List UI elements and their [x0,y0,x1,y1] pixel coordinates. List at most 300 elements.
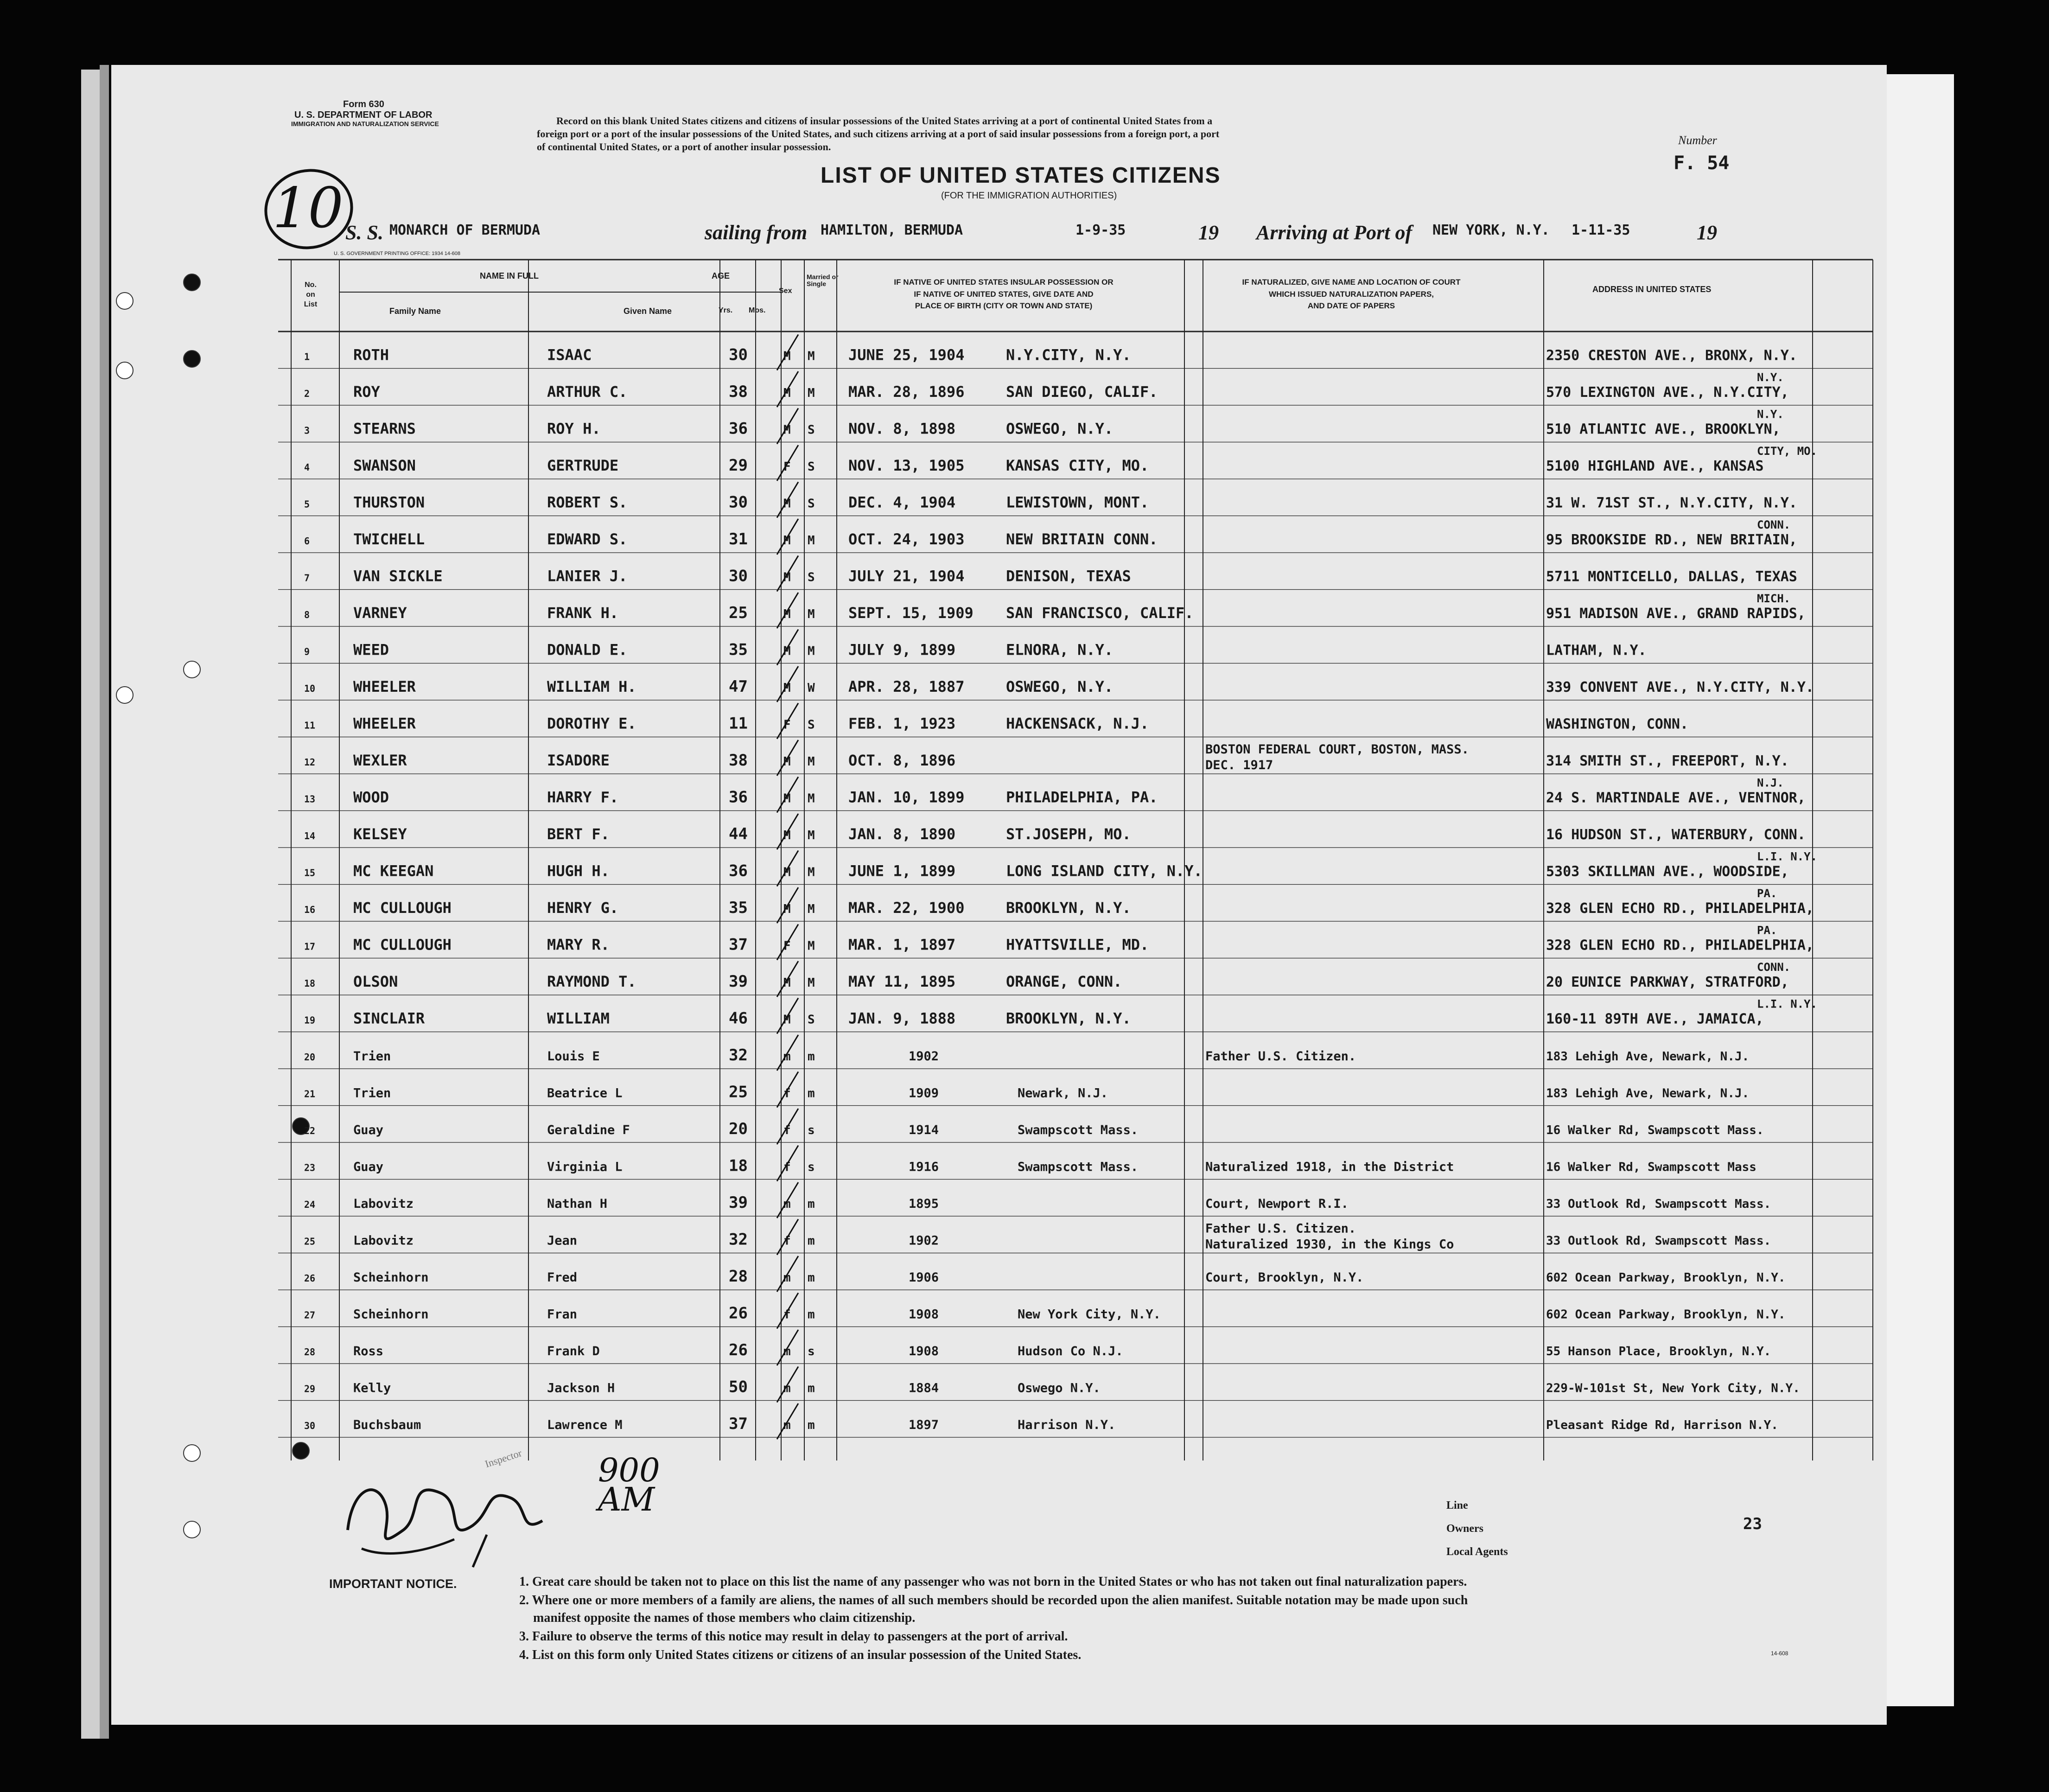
address-cont: L.I. N.Y. [1757,997,1818,1011]
birth-date: OCT. 24, 1903 [848,530,965,548]
given-name: ROBERT S. [547,493,628,511]
address: 183 Lehigh Ave, Newark, N.J. [1546,1050,1750,1064]
address-cont: CONN. [1757,961,1791,974]
age-years: 38 [729,751,748,770]
given-name: RAYMOND T. [547,973,636,990]
birth-place: DENISON, TEXAS [1006,567,1131,585]
birth-place: SAN FRANCISCO, CALIF. [1006,604,1194,622]
row-number: 13 [304,793,316,805]
birth-date: 1895 [909,1197,939,1211]
address: 314 SMITH ST., FREEPORT, N.Y. [1546,753,1789,769]
age-years: 32 [729,1230,748,1249]
birth-place: PHILADELPHIA, PA. [1006,788,1158,806]
check-mark [777,740,798,776]
given-name: HENRY G. [547,899,619,917]
tally-owners-label: Owners [1446,1523,1483,1535]
given-name: ROY H. [547,420,601,438]
age-years: 32 [729,1046,748,1065]
family-name: Buchsbaum [353,1418,421,1432]
sex: M [783,865,791,880]
row-number: 25 [304,1236,316,1247]
family-name: ROY [353,383,380,401]
sex: F [783,460,791,474]
age-years: 50 [729,1377,748,1397]
age-years: 25 [729,604,748,622]
sex: f [783,1123,791,1137]
service: IMMIGRATION AND NATURALIZATION SERVICE [291,120,439,128]
sex: f [783,1086,791,1101]
birth-place: HYATTSVILLE, MD. [1006,936,1149,954]
age-years: 20 [729,1120,748,1138]
header-naturalized-1: IF NATURALIZED, GIVE NAME AND LOCATION OF COURT [1242,278,1461,287]
family-name: Trien [353,1086,391,1101]
age-years: 35 [729,640,748,659]
row-number: 7 [304,572,310,584]
age-years: 26 [729,1341,748,1359]
birth-place: Harrison N.Y. [1018,1418,1116,1432]
arrival-date: 1-11-35 [1572,222,1630,238]
document-title: LIST OF UNITED STATES CITIZENS [821,163,1221,188]
header-yrs: Yrs. [719,306,733,314]
given-name: LANIER J. [547,567,628,585]
given-name: Nathan H [547,1197,608,1211]
address: 160-11 89TH AVE., JAMAICA, [1546,1011,1764,1027]
header-naturalized-3: AND DATE OF PAPERS [1307,301,1395,310]
birth-date: 1908 [909,1307,939,1322]
check-mark [777,445,798,481]
age-years: 30 [729,493,748,512]
age-years: 26 [729,1304,748,1323]
given-name: ISAAC [547,346,592,364]
notice-label: IMPORTANT NOTICE. [329,1577,457,1591]
family-name: MC KEEGAN [353,862,434,880]
sex: M [783,534,791,548]
check-mark [777,777,798,813]
family-name: MC CULLOUGH [353,936,452,954]
sex: M [783,829,791,842]
birth-place: KANSAS CITY, MO. [1006,457,1149,474]
marital-status: m [808,1418,815,1432]
check-mark [777,1035,798,1071]
sex: m [783,1345,791,1358]
given-name: WILLIAM [547,1009,610,1027]
address-cont: PA. [1757,924,1777,937]
form-number: Form 630 [343,99,384,109]
naturalization: Father U.S. Citizen. [1205,1049,1356,1064]
address: 602 Ocean Parkway, Brooklyn, N.Y. [1546,1307,1786,1322]
birth-place: ST.JOSEPH, MO. [1006,825,1131,843]
row-number: 2 [304,388,310,399]
sex: M [783,681,791,695]
check-mark [777,1330,798,1365]
sex: m [783,1381,791,1396]
year-label-1: 19 [1198,221,1219,244]
check-mark [777,961,798,997]
given-name: HARRY F. [547,788,619,806]
header-no-1: No. [305,281,317,289]
row-number: 21 [304,1088,316,1100]
sex: m [783,1418,791,1432]
row-number: 3 [304,425,310,436]
birth-date: JULY 9, 1899 [848,641,956,659]
naturalization: Court, Newport R.I. [1205,1197,1349,1211]
row-number: 4 [304,462,310,473]
arrival-port: NEW YORK, N.Y. [1432,222,1550,238]
age-years: 37 [729,935,748,954]
row-number: 28 [304,1346,316,1358]
header-name-in-full: NAME IN FULL [480,271,539,281]
birth-date: JAN. 8, 1890 [848,825,956,843]
address: LATHAM, N.Y. [1546,642,1647,659]
age-years: 30 [729,567,748,586]
birth-date: JULY 21, 1904 [848,567,965,585]
birth-place: ELNORA, N.Y. [1006,641,1114,659]
sail-date: 1-9-35 [1075,222,1126,238]
address-cont: N.J. [1757,776,1784,790]
family-name: WEED [353,641,389,659]
tally-agents-label: Local Agents [1446,1546,1508,1558]
sex: M [783,607,791,621]
row-number: 20 [304,1052,316,1063]
birth-place: SAN DIEGO, CALIF. [1006,383,1158,401]
given-name: DOROTHY E. [547,714,636,733]
header-married-1: Married or [807,273,839,281]
sex: f [783,1234,791,1248]
row-number: 23 [304,1162,316,1173]
given-name: Jackson H [547,1381,615,1396]
family-name: WEXLER [353,752,407,769]
birth-date: JAN. 10, 1899 [848,788,965,806]
check-mark [777,630,798,665]
marital-status: s [808,1123,815,1137]
family-name: SINCLAIR [353,1009,425,1027]
year-label-2: 19 [1697,221,1717,244]
family-name: Labovitz [353,1197,414,1211]
birth-place: Newark, N.J. [1018,1086,1108,1101]
marital-status: M [808,607,815,621]
row-number: 27 [304,1309,316,1321]
family-name: THURSTON [353,493,425,511]
family-name: WHEELER [353,714,416,733]
age-years: 29 [729,456,748,475]
age-years: 46 [729,1009,748,1028]
naturalization: Naturalized 1918, in the District [1205,1160,1454,1174]
given-name: GERTRUDE [547,457,619,474]
header-birth-2: IF NATIVE OF UNITED STATES, GIVE DATE AND [914,289,1094,299]
row-number: 9 [304,646,310,657]
address: 31 W. 71ST ST., N.Y.CITY, N.Y. [1546,495,1797,511]
given-name: Jean [547,1233,578,1248]
birth-place: Swampscott Mass. [1018,1123,1139,1137]
row-number: 11 [304,720,316,731]
instruction-line-1: Record on this blank United States citizens and citizens of insular possessions of the United States arriving at a port of continental United States from a [556,115,1213,127]
birth-date: MAY 11, 1895 [848,973,956,990]
address-cont: N.Y. [1757,371,1784,384]
check-mark [777,925,798,960]
header-age: AGE [712,271,730,281]
ss-label: S. S. [345,221,383,244]
marital-status: m [808,1197,815,1211]
address-cont: N.Y. [1757,408,1784,421]
row-number: 29 [304,1383,316,1395]
address: WASHINGTON, CONN. [1546,716,1689,733]
marital-status: s [808,1345,815,1358]
check-mark [777,814,798,849]
departure-port: HAMILTON, BERMUDA [821,222,963,238]
address: 339 CONVENT AVE., N.Y.CITY, N.Y. [1546,679,1814,695]
age-years: 30 [729,345,748,364]
birth-date: OCT. 8, 1896 [848,752,956,769]
address: 951 MADISON AVE., GRAND RAPIDS, [1546,606,1806,622]
family-name: VAN SICKLE [353,567,443,585]
marital-status: S [808,570,815,585]
marital-status: m [808,1050,815,1064]
family-name: Kelly [353,1381,391,1396]
header-naturalized-2: WHICH ISSUED NATURALIZATION PAPERS, [1268,289,1434,299]
address: 328 GLEN ECHO RD., PHILADELPHIA, [1546,937,1814,954]
given-name: Lawrence M [547,1418,623,1432]
address-cont: CITY, MO. [1757,445,1818,458]
address: 5100 HIGHLAND AVE., KANSAS [1546,458,1764,474]
inspector-stamp: Inspector [483,1447,523,1470]
check-mark [777,703,798,739]
arrival-time-handwritten: 900 AM [598,1451,660,1518]
row-number: 8 [304,609,310,620]
age-years: 35 [729,899,748,917]
naturalization: Father U.S. Citizen. [1205,1221,1356,1236]
family-name: Trien [353,1049,391,1064]
age-years: 38 [729,383,748,401]
birth-place: Swampscott Mass. [1018,1160,1139,1174]
check-mark [777,408,798,444]
sex: f [783,1160,791,1174]
family-name: MC CULLOUGH [353,899,452,917]
marital-status: S [808,423,815,437]
document-subtitle: (FOR THE IMMIGRATION AUTHORITIES) [941,191,1117,201]
marital-status: S [808,718,815,732]
marital-status: m [808,1381,815,1396]
family-name: Ross [353,1344,384,1358]
age-years: 36 [729,861,748,880]
address: 2350 CRESTON AVE., BRONX, N.Y. [1546,347,1797,364]
row-number: 24 [304,1199,316,1210]
address: 229-W-101st St, New York City, N.Y. [1546,1381,1800,1396]
address: 183 Lehigh Ave, Newark, N.J. [1546,1086,1750,1101]
family-name: KELSEY [353,825,407,843]
check-mark [777,1367,798,1403]
arriving-label: Arriving at Port of [1256,221,1413,244]
address: Pleasant Ridge Rd, Harrison N.Y. [1546,1418,1778,1432]
given-name: MARY R. [547,936,610,954]
row-number: 22 [304,1125,316,1136]
header-married-2: Single [807,280,827,288]
family-name: TWICHELL [353,530,425,548]
marital-status: m [808,1086,815,1101]
check-mark [777,1109,798,1144]
address: 328 GLEN ECHO RD., PHILADELPHIA, [1546,900,1814,917]
birth-place: New York City, N.Y. [1018,1307,1161,1322]
address: 33 Outlook Rd, Swampscott Mass. [1546,1234,1771,1248]
row-number: 10 [304,683,316,694]
family-name: ROTH [353,346,389,364]
header-given-name: Given Name [624,306,672,316]
given-name: Virginia L [547,1160,623,1174]
notice-item-3: 3. Failure to observe the terms of this notice may result in delay to passengers at the port of arrival. [519,1629,1068,1644]
family-name: Guay [353,1160,384,1174]
sex: M [783,976,791,990]
marital-status: s [808,1160,815,1174]
check-mark [777,519,798,555]
naturalization: Court, Brooklyn, N.Y. [1205,1270,1364,1285]
age-years: 11 [729,714,748,733]
address: 5711 MONTICELLO, DALLAS, TEXAS [1546,568,1797,585]
address: 602 Ocean Parkway, Brooklyn, N.Y. [1546,1271,1786,1285]
tally-line-label: Line [1446,1499,1468,1511]
given-name: Geraldine F [547,1123,630,1137]
header-address: ADDRESS IN UNITED STATES [1592,285,1712,294]
address: 16 Walker Rd, Swampscott Mass [1546,1160,1756,1174]
given-name: Frank D [547,1344,600,1358]
marital-status: W [808,681,815,695]
printer-line: U. S. GOVERNMENT PRINTING OFFICE: 1934 14-608 [334,251,461,256]
marital-status: m [808,1271,815,1285]
marital-status: m [808,1307,815,1322]
birth-date: 1909 [909,1086,939,1101]
check-mark [777,371,798,407]
header-mos: Mos. [749,306,766,314]
marital-status: M [808,386,815,400]
birth-date: 1906 [909,1270,939,1285]
row-number: 14 [304,830,316,842]
birth-date: NOV. 13, 1905 [848,457,965,474]
marital-status: M [808,755,815,769]
family-name: WOOD [353,788,389,806]
check-mark [777,335,798,370]
row-number: 6 [304,536,310,547]
sex: F [783,718,791,732]
marital-status: S [808,497,815,511]
birth-place: BROOKLYN, N.Y. [1006,899,1131,917]
family-name: Scheinhorn [353,1307,429,1322]
given-name: FRANK H. [547,604,619,622]
given-name: Fran [547,1307,578,1322]
birth-place: N.Y.CITY, N.Y. [1006,346,1131,364]
address-cont: PA. [1757,887,1777,900]
naturalization: BOSTON FEDERAL COURT, BOSTON, MASS. [1205,742,1469,757]
ship-name: MONARCH OF BERMUDA [389,222,541,238]
check-mark [777,1219,798,1255]
birth-date: 1884 [909,1381,939,1396]
row-number: 1 [304,351,310,363]
age-years: 36 [729,419,748,438]
sex: M [783,902,791,916]
check-mark [777,1293,798,1329]
marital-status: M [808,829,815,842]
birth-place: LONG ISLAND CITY, N.Y. [1006,862,1203,880]
marital-status: M [808,791,815,806]
row-number: 15 [304,867,316,879]
birth-date: JUNE 1, 1899 [848,862,956,880]
birth-date: 1897 [909,1418,939,1432]
address: 20 EUNICE PARKWAY, STRATFORD, [1546,974,1789,990]
sex: M [783,349,791,364]
birth-place: LEWISTOWN, MONT. [1006,493,1149,511]
age-years: 31 [729,530,748,548]
notice-item-2-cont: manifest opposite the names of those members who claim citizenship. [533,1611,916,1625]
marital-status: M [808,644,815,658]
given-name: EDWARD S. [547,530,628,548]
birth-place: BROOKLYN, N.Y. [1006,1009,1131,1027]
sex: M [783,570,791,585]
address-cont: CONN. [1757,518,1791,531]
department: U. S. DEPARTMENT OF LABOR [294,110,433,120]
birth-place: NEW BRITAIN CONN. [1006,530,1158,548]
check-mark [777,1146,798,1181]
instruction-line-3: of continental United States, or a port of another insular possession. [537,141,831,153]
given-name: BERT F. [547,825,610,843]
family-name: Labovitz [353,1233,414,1248]
check-mark [777,998,798,1034]
birth-date: APR. 28, 1887 [848,678,965,695]
sex: F [783,939,791,953]
age-years: 18 [729,1156,748,1175]
check-mark [777,1182,798,1218]
sex: m [783,1197,791,1211]
sex: f [783,1307,791,1322]
birth-date: MAR. 28, 1896 [848,383,965,401]
marital-status: M [808,865,815,880]
address-cont: MICH. [1757,592,1791,605]
header-no-3: List [304,300,318,308]
check-mark [777,1072,798,1108]
birth-place: Hudson Co N.J. [1018,1344,1123,1358]
birth-date: SEPT. 15, 1909 [848,604,974,622]
birth-date: 1914 [909,1123,939,1137]
age-years: 44 [729,825,748,843]
family-name: OLSON [353,973,398,990]
address: 95 BROOKSIDE RD., NEW BRITAIN, [1546,532,1797,548]
given-name: Fred [547,1270,578,1285]
family-name: Guay [353,1123,384,1137]
age-years: 39 [729,1193,748,1212]
sex: M [783,1013,791,1027]
row-number: 18 [304,978,316,989]
given-name: WILLIAM H. [547,678,636,695]
row-number: 12 [304,757,316,768]
family-name: WHEELER [353,678,416,695]
age-years: 25 [729,1083,748,1102]
marital-status: M [808,534,815,548]
birth-place: Oswego N.Y. [1018,1381,1101,1396]
given-name: DONALD E. [547,641,628,659]
given-name: Louis E [547,1049,600,1064]
birth-date: 1916 [909,1160,939,1174]
address: 24 S. MARTINDALE AVE., VENTNOR, [1546,790,1806,806]
marital-status: S [808,460,815,474]
row-number: 19 [304,1014,316,1026]
sailing-label: sailing from [705,221,808,244]
birth-place: OSWEGO, N.Y. [1006,420,1114,438]
header-birth-3: PLACE OF BIRTH (CITY OR TOWN AND STATE) [915,301,1093,310]
address: 16 HUDSON ST., WATERBURY, CONN. [1546,827,1806,843]
sex: M [783,791,791,806]
notice-item-2: 2. Where one or more members of a family are aliens, the names of all such members should be recorded upon the alien manifest. Suitable notation may be made upon such [519,1593,1468,1607]
tally-owners-value: 23 [1743,1515,1762,1533]
address: 55 Hanson Place, Brooklyn, N.Y. [1546,1345,1771,1358]
check-mark [777,556,798,592]
naturalization-cont: Naturalized 1930, in the Kings Co [1205,1237,1454,1252]
family-name: STEARNS [353,420,416,438]
